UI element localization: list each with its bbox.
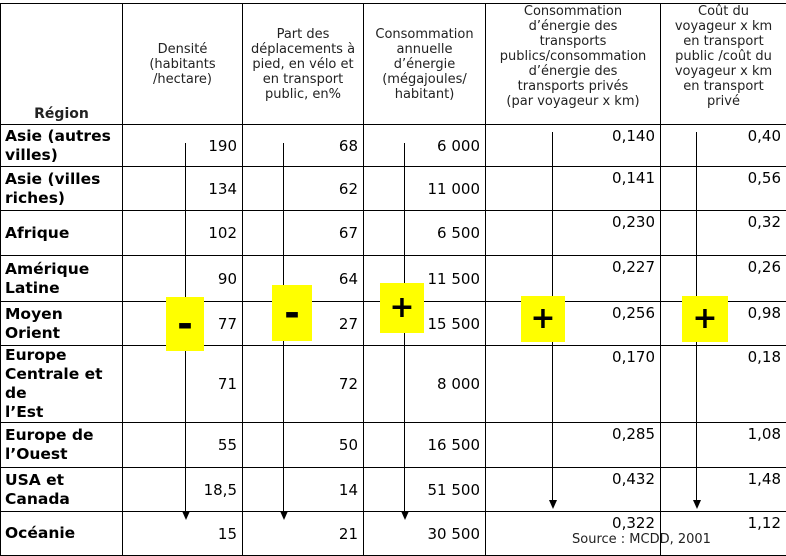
density-arrowhead-icon [182,511,190,520]
cost-ratio-value: 0,40 [661,125,786,167]
source-note: Source : MCDD, 2001 [572,532,711,547]
header-density: Densité (habitants /hectare) [123,4,243,125]
region-name: Océanie [1,512,123,556]
share-value: 67 [243,211,364,256]
header-energy-ratio: Consommation d’énergie des transports publics/consommation d’énergie des transports privés (par voyageur x km) [486,4,661,125]
consumption-value: 16 500 [364,423,486,468]
region-name: Asie (villes riches) [1,167,123,211]
density-value: 102 [123,211,243,256]
consumption-trend-badge: + [380,283,424,333]
table-row [1,125,786,167]
cost-ratio-value: 1,12 [661,512,786,556]
energy-ratio-value: 0,432 [486,468,661,512]
energy-ratio-value: 0,170 [486,346,661,423]
density-value: 18,5 [123,468,243,512]
energy-ratio-value: 0,140 [486,125,661,167]
energy-ratio-value: 0,230 [486,211,661,256]
region-name: USA et Canada [1,468,123,512]
consumption-value: 6 000 [364,125,486,167]
region-name: Moyen Orient [1,302,123,346]
density-value: 71 [123,346,243,423]
energy-ratio-trend-badge: + [521,296,565,342]
region-name: Asie (autres villes) [1,125,123,167]
share-arrowhead-icon [280,511,288,520]
share-value: 68 [243,125,364,167]
density-value: 134 [123,167,243,211]
table-row [1,468,786,512]
cost-ratio-value: 0,26 [661,256,786,302]
cost-ratio-value: 0,18 [661,346,786,423]
header-row [1,4,786,125]
energy-ratio-value: 0,322 [486,512,661,556]
energy-ratio-value: 0,227 [486,256,661,302]
header-region: Région [1,4,123,125]
energy-ratio-value: 0,256 [486,302,661,346]
table-row [1,167,786,211]
share-value: 21 [243,512,364,556]
cost-ratio-value: 1,48 [661,468,786,512]
share-value: 14 [243,468,364,512]
density-value: 15 [123,512,243,556]
density-value: 90 [123,256,243,302]
table-row [1,423,786,468]
header-share: Part des déplacements à pied, en vélo et en transport public, en% [243,4,364,125]
consumption-value: 30 500 [364,512,486,556]
share-value: 62 [243,167,364,211]
consumption-value: 8 000 [364,346,486,423]
energy-ratio-value: 0,285 [486,423,661,468]
region-name: Afrique [1,211,123,256]
cost-ratio-value: 0,32 [661,211,786,256]
consumption-value: 11 500 [364,256,486,302]
consumption-value: 51 500 [364,468,486,512]
consumption-value: 6 500 [364,211,486,256]
data-table [0,3,786,556]
share-value: 72 [243,346,364,423]
density-trend-badge: - [166,297,204,351]
region-name: Amérique Latine [1,256,123,302]
energy-ratio-value: 0,141 [486,167,661,211]
energy-ratio-arrowhead-icon [549,500,557,509]
table-row [1,346,786,423]
consumption-arrowhead-icon [401,511,409,520]
share-trend-badge: - [272,285,312,341]
density-value: 77 [123,302,243,346]
share-value: 27 [243,302,364,346]
cost-ratio-value: 0,56 [661,167,786,211]
header-cost-ratio: Coût du voyageur x km en transport public /coût du voyageur x km en transport privé [661,4,786,125]
region-name: Europe de l’Ouest [1,423,123,468]
density-value: 190 [123,125,243,167]
cost-ratio-value: 0,98 [661,302,786,346]
cost-ratio-trend-badge: + [682,296,728,342]
header-consumption: Consommation annuelle d’énergie (mégajoules/ habitant) [364,4,486,125]
share-value: 50 [243,423,364,468]
cost-ratio-value: 1,08 [661,423,786,468]
share-value: 64 [243,256,364,302]
consumption-value: 11 000 [364,167,486,211]
region-name: Europe Centrale et de l’Est [1,346,123,423]
consumption-value: 15 500 [364,302,486,346]
cost-ratio-arrowhead-icon [693,500,701,509]
density-value: 55 [123,423,243,468]
table-row [1,211,786,256]
